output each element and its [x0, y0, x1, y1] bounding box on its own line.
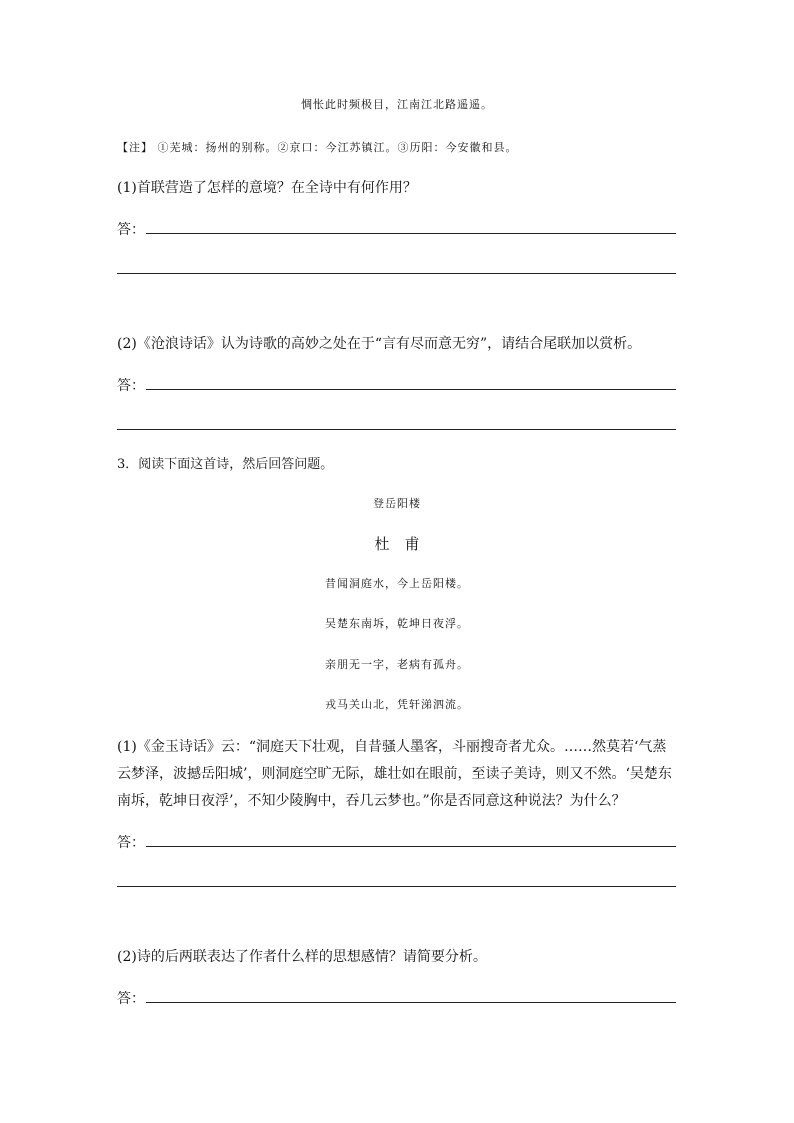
answer-label: 答： [117, 991, 145, 1007]
question-line: (1)《金玉诗话》云：“洞庭天下壮观，自昔骚人墨客，斗丽搜奇者尤众。……然莫若‘气蒸 [117, 739, 667, 755]
answer-label: 答： [117, 222, 145, 238]
poem-author: 杜 甫 [374, 535, 420, 553]
question-3-1 [117, 734, 687, 815]
question-3-2: (2)诗的后两联表达了作者什么样的思想感情？请简要分析。 [117, 949, 487, 965]
poem-notes: 【注】 ①芜城：扬州的别称。②京口：今江苏镇江。③历阳：今安徽和县。 [117, 141, 518, 154]
answer-line[interactable] [146, 1002, 676, 1003]
answer-line[interactable] [117, 886, 676, 887]
question-2-2: (2)《沧浪诗话》认为诗歌的高妙之处在于“言有尽而意无穷”，请结合尾联加以赏析。 [117, 336, 642, 352]
poem-line: 昔闻洞庭水，今上岳阳楼。 [325, 577, 469, 590]
question-line: 南坼，乾坤日夜浮’，不知少陵胸中，吞几云梦也。”你是否同意这种说法？为什么？ [117, 793, 626, 809]
answer-line[interactable] [146, 846, 676, 847]
question-3-intro: 3．阅读下面这首诗，然后回答问题。 [117, 457, 334, 472]
poem-line: 戎马关山北，凭轩涕泗流。 [325, 698, 469, 711]
poem-line: 惆怅此时频极目，江南江北路遥遥。 [301, 98, 493, 111]
answer-line[interactable] [146, 389, 676, 390]
question-2-1: (1)首联营造了怎样的意境？在全诗中有何作用？ [117, 180, 417, 196]
answer-line[interactable] [146, 233, 676, 234]
answer-line[interactable] [117, 429, 676, 430]
question-line: 云梦泽，波撼岳阳城’，则洞庭空旷无际，雄壮如在眼前，至读子美诗，则又不然。‘吴楚东 [117, 766, 672, 782]
poem-title: 登岳阳楼 [373, 497, 421, 510]
answer-label: 答： [117, 378, 145, 394]
poem-line: 亲朋无一字，老病有孤舟。 [325, 658, 469, 671]
answer-line[interactable] [117, 273, 676, 274]
answer-label: 答： [117, 835, 145, 851]
poem-line: 吴楚东南坼，乾坤日夜浮。 [325, 617, 469, 630]
